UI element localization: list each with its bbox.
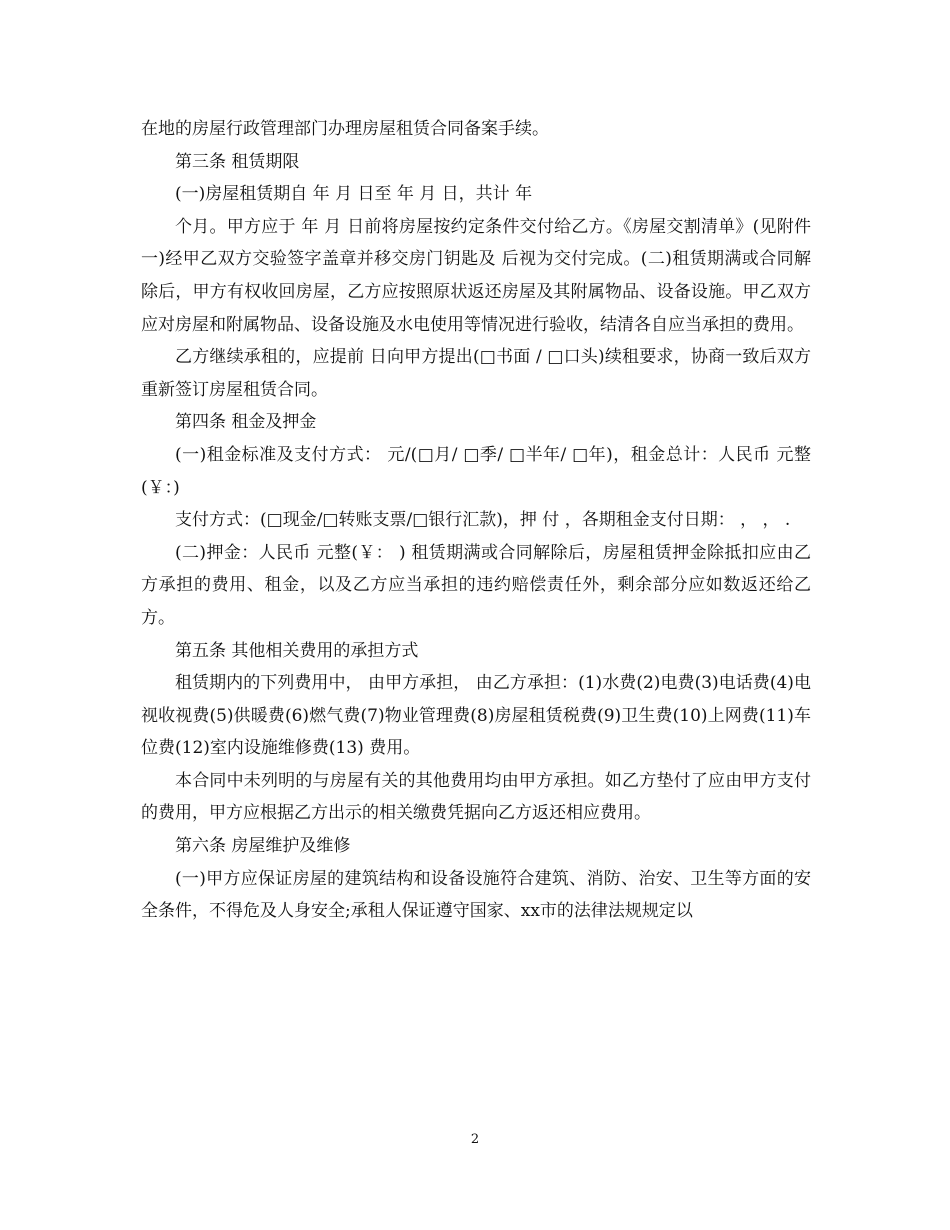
paragraph: 在地的房屋行政管理部门办理房屋租赁合同备案手续。 — [141, 119, 549, 139]
document-body — [141, 113, 811, 928]
page-number: 2 — [470, 1132, 480, 1147]
paragraph: 本合同中未列明的与房屋有关的其他费用均由甲方承担。如乙方垫付了应由甲方支付的费用，甲方应根据乙方出示的相关缴费凭据向乙方返还相应费用。 — [141, 770, 811, 824]
paragraph: (一)租金标准及支付方式： 元/(□月/ □季/ □半年/ □年)，租金总计：人民币 元整(￥：) — [141, 444, 811, 498]
paragraph: 乙方继续承租的，应提前 日向甲方提出(□书面 / □口头)续租要求，协商一致后双方重新签订房屋租赁合同。 — [141, 347, 811, 400]
paragraph: (一)房屋租赁期自 年 月 日至 年 月 日，共计 年 — [175, 184, 533, 205]
section-heading: 第四条 租金及押金 — [175, 412, 317, 433]
paragraph: 支付方式：(□现金/□转账支票/□银行汇款)，押 付 ，各期租金支付日期： ， ， . — [175, 510, 791, 531]
section-heading: 第五条 其他相关费用的承担方式 — [175, 640, 419, 661]
section-heading: 第六条 房屋维护及维修 — [175, 836, 351, 857]
paragraph: 租赁期内的下列费用中， 由甲方承担， 由乙方承担：(1)水费(2)电费(3)电话费(4)电视收视费(5)供暖费(6)燃气费(7)物业管理费(8)房屋租赁税费(9)卫生费(10)上网费(11)车位费(12)室内设施维修费(13) 费用。 — [141, 673, 811, 759]
paragraph: (二)押金：人民币 元整(￥： ) 租赁期满或合同解除后，房屋租赁押金除抵扣应由乙方承担的费用、租金，以及乙方应当承担的违约赔偿责任外，剩余部分应如数返还给乙方。 — [141, 542, 811, 628]
paragraph: 个月。甲方应于 年 月 日前将房屋按约定条件交付给乙方。《房屋交割清单》(见附件一)经甲乙双方交验签字盖章并移交房门钥匙及 后视为交付完成。(二)租赁期满或合同解除后，甲方有权收回房屋，乙方应按照原状返还房屋及其附属物品、设备设施。甲乙双方应对房屋和附属物品、设备设施及水电使用等情况进行验收，结清各自应当承担的费用。 — [141, 216, 811, 335]
section-heading: 第三条 租赁期限 — [175, 151, 300, 172]
paragraph: (一)甲方应保证房屋的建筑结构和设备设施符合建筑、消防、治安、卫生等方面的安全条件，不得危及人身安全;承租人保证遵守国家、xx市的法律法规规定以 — [141, 868, 811, 922]
